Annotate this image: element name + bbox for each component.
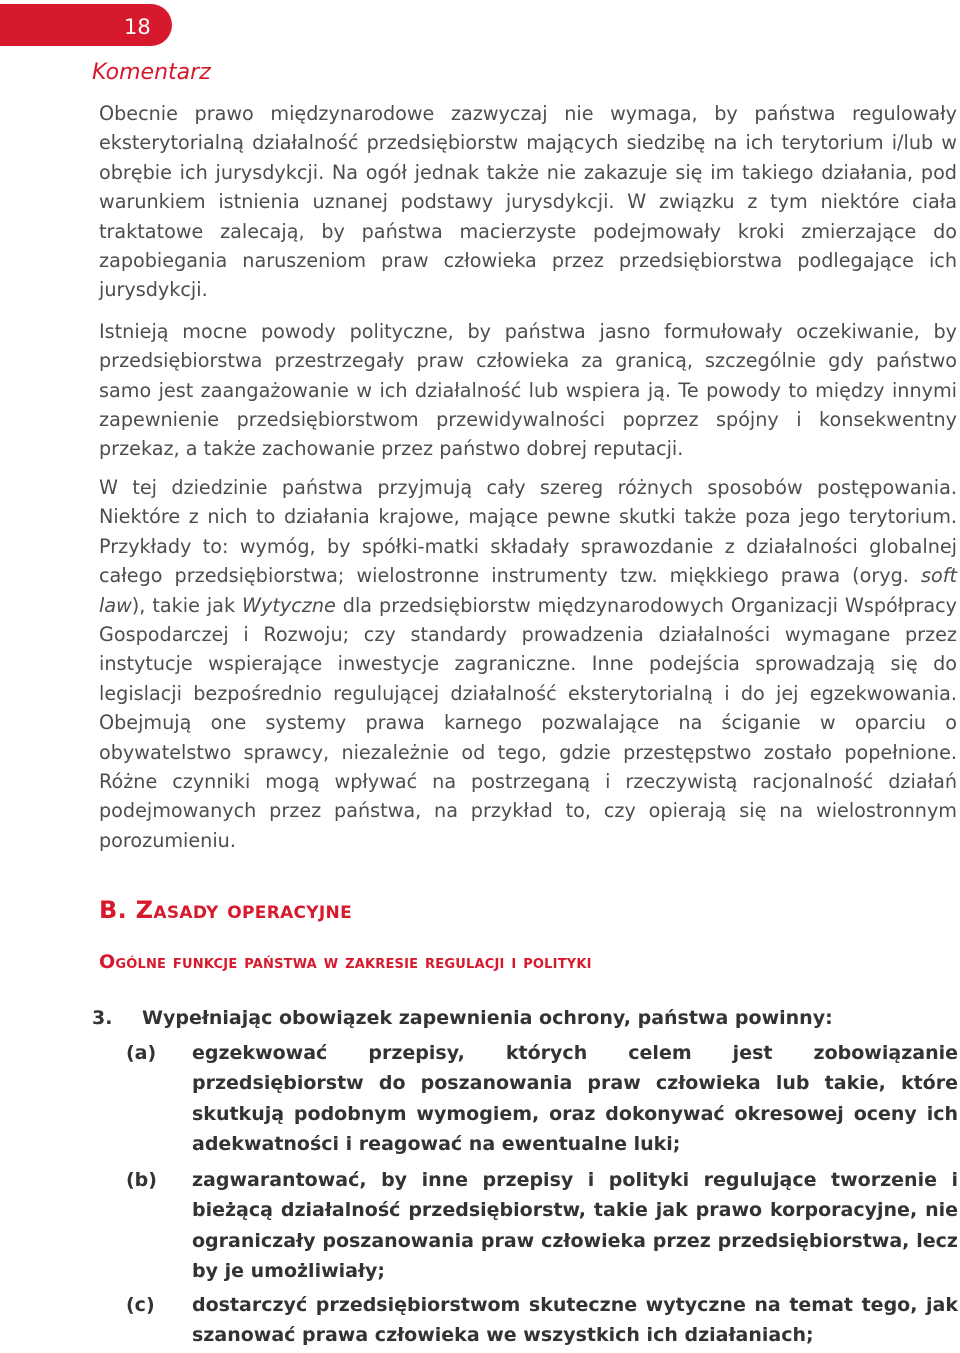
item-label: (a) <box>126 1042 157 1064</box>
commentary-body <box>99 99 957 864</box>
commentary-paragraph-3 <box>99 473 957 855</box>
soft-law-term: soft law <box>99 564 957 617</box>
page-number-tab <box>0 4 172 46</box>
commentary-paragraph-2: Istnieją mocne powody polityczne, by państwa jasno formułowały oczekiwanie, by przedsiębiorstwa przestrzegały praw człowieka za granicą, szczególnie gdy państwo samo jest zaangażowanie w ich działalność lub wspiera ją. Te powody to między innymi zapewnienie przedsiębiorstwom przewidywalności poprzez spójny i konsekwentny przekaz, a także zachowanie przez państwo dobrej reputacji. <box>99 319 957 461</box>
paragraph-3-part-3: dla przedsiębiorstw międzynarodowych Organizacji Współpracy Gospodarczej i Rozwoju; czy standardy prowadzenia działalności wymagane przez instytucje wspierające inwestycje zagraniczne. Inne podejścia sprowadzają się do legislacji bezpośrednio regulującej działalność eksterytorialną i do jej egzekwowania. Obejmują one systemy prawa karnego pozwalające na ściganie w oparciu o obywatelstwo sprawcy, niezależnie od tego, gdzie przestępstwo zostało popełnione. Różne czynniki mogą wpływać na postrzeganą i rzeczywistą racjonalność działań podejmowanych przez państwa, na przykład to, czy opierają się na wielostronnym porozumieniu. <box>99 593 957 852</box>
section-title: B. Zasady operacyjne <box>99 896 352 924</box>
principle-text: Wypełniając obowiązek zapewnienia ochrony, państwa powinny: <box>142 1007 833 1029</box>
commentary-heading: Komentarz <box>92 60 211 85</box>
guidelines-term: Wytyczne <box>242 593 336 617</box>
subsection-title: Ogólne funkcje państwa w zakresie regulacji i polityki <box>99 951 592 973</box>
paragraph-3-part-2: ), takie jak <box>131 593 243 617</box>
item-text: dostarczyć przedsiębiorstwom skuteczne wytyczne na temat tego, jak szanować prawa człowieka we wszystkich ich działaniach; <box>192 1294 958 1347</box>
commentary-paragraph-1: Obecnie prawo międzynarodowe zazwyczaj nie wymaga, by państwa regulowały eksterytorialną działalność przedsiębiorstw mających siedzibę na ich terytorium i/lub w obrębie ich jurysdykcji. Na ogół jednak także nie zakazuje się im takiego działania, pod warunkiem istnienia uznanej podstawy jurysdykcji. W związku z tym niektóre ciała traktatowe zalecają, by państwa macierzyste podejmowały kroki zmierzające do zapobiegania naruszeniom praw człowieka przez przedsiębiorstwa podlegające ich jurysdykcji. <box>99 102 957 302</box>
principle-number: 3. <box>92 1007 113 1029</box>
item-label: (c) <box>126 1294 155 1316</box>
paragraph-3-part-1: W tej dziedzinie państwa przyjmują cały szereg różnych sposobów postępowania. Niektóre z nich to działania krajowe, mające pewne skutki także poza jego terytorium. Przykłady to: wymóg, by spółki-matki składały sprawozdanie z działalności globalnej całego przedsiębiorstwa; wielostronne instrumenty tzw. miękkiego prawa (oryg. <box>99 475 957 588</box>
item-label: (b) <box>126 1169 157 1191</box>
item-text: egzekwować przepisy, których celem jest zobowiązanie przedsiębiorstw do poszanowania praw człowieka lub takie, które skutkują podobnym wymogiem, oraz dokonywać okresowej oceny ich adekwatności i reagować na ewentualne luki; <box>192 1042 958 1156</box>
page-number: 18 <box>124 15 151 39</box>
item-text: zagwarantować, by inne przepisy i polityki regulujące tworzenie i bieżącą działalność przedsiębiorstw, takie jak prawo korporacyjne, nie ograniczały poszanowania praw człowieka przez przedsiębiorstwa, lecz by je umożliwiały; <box>192 1169 958 1283</box>
